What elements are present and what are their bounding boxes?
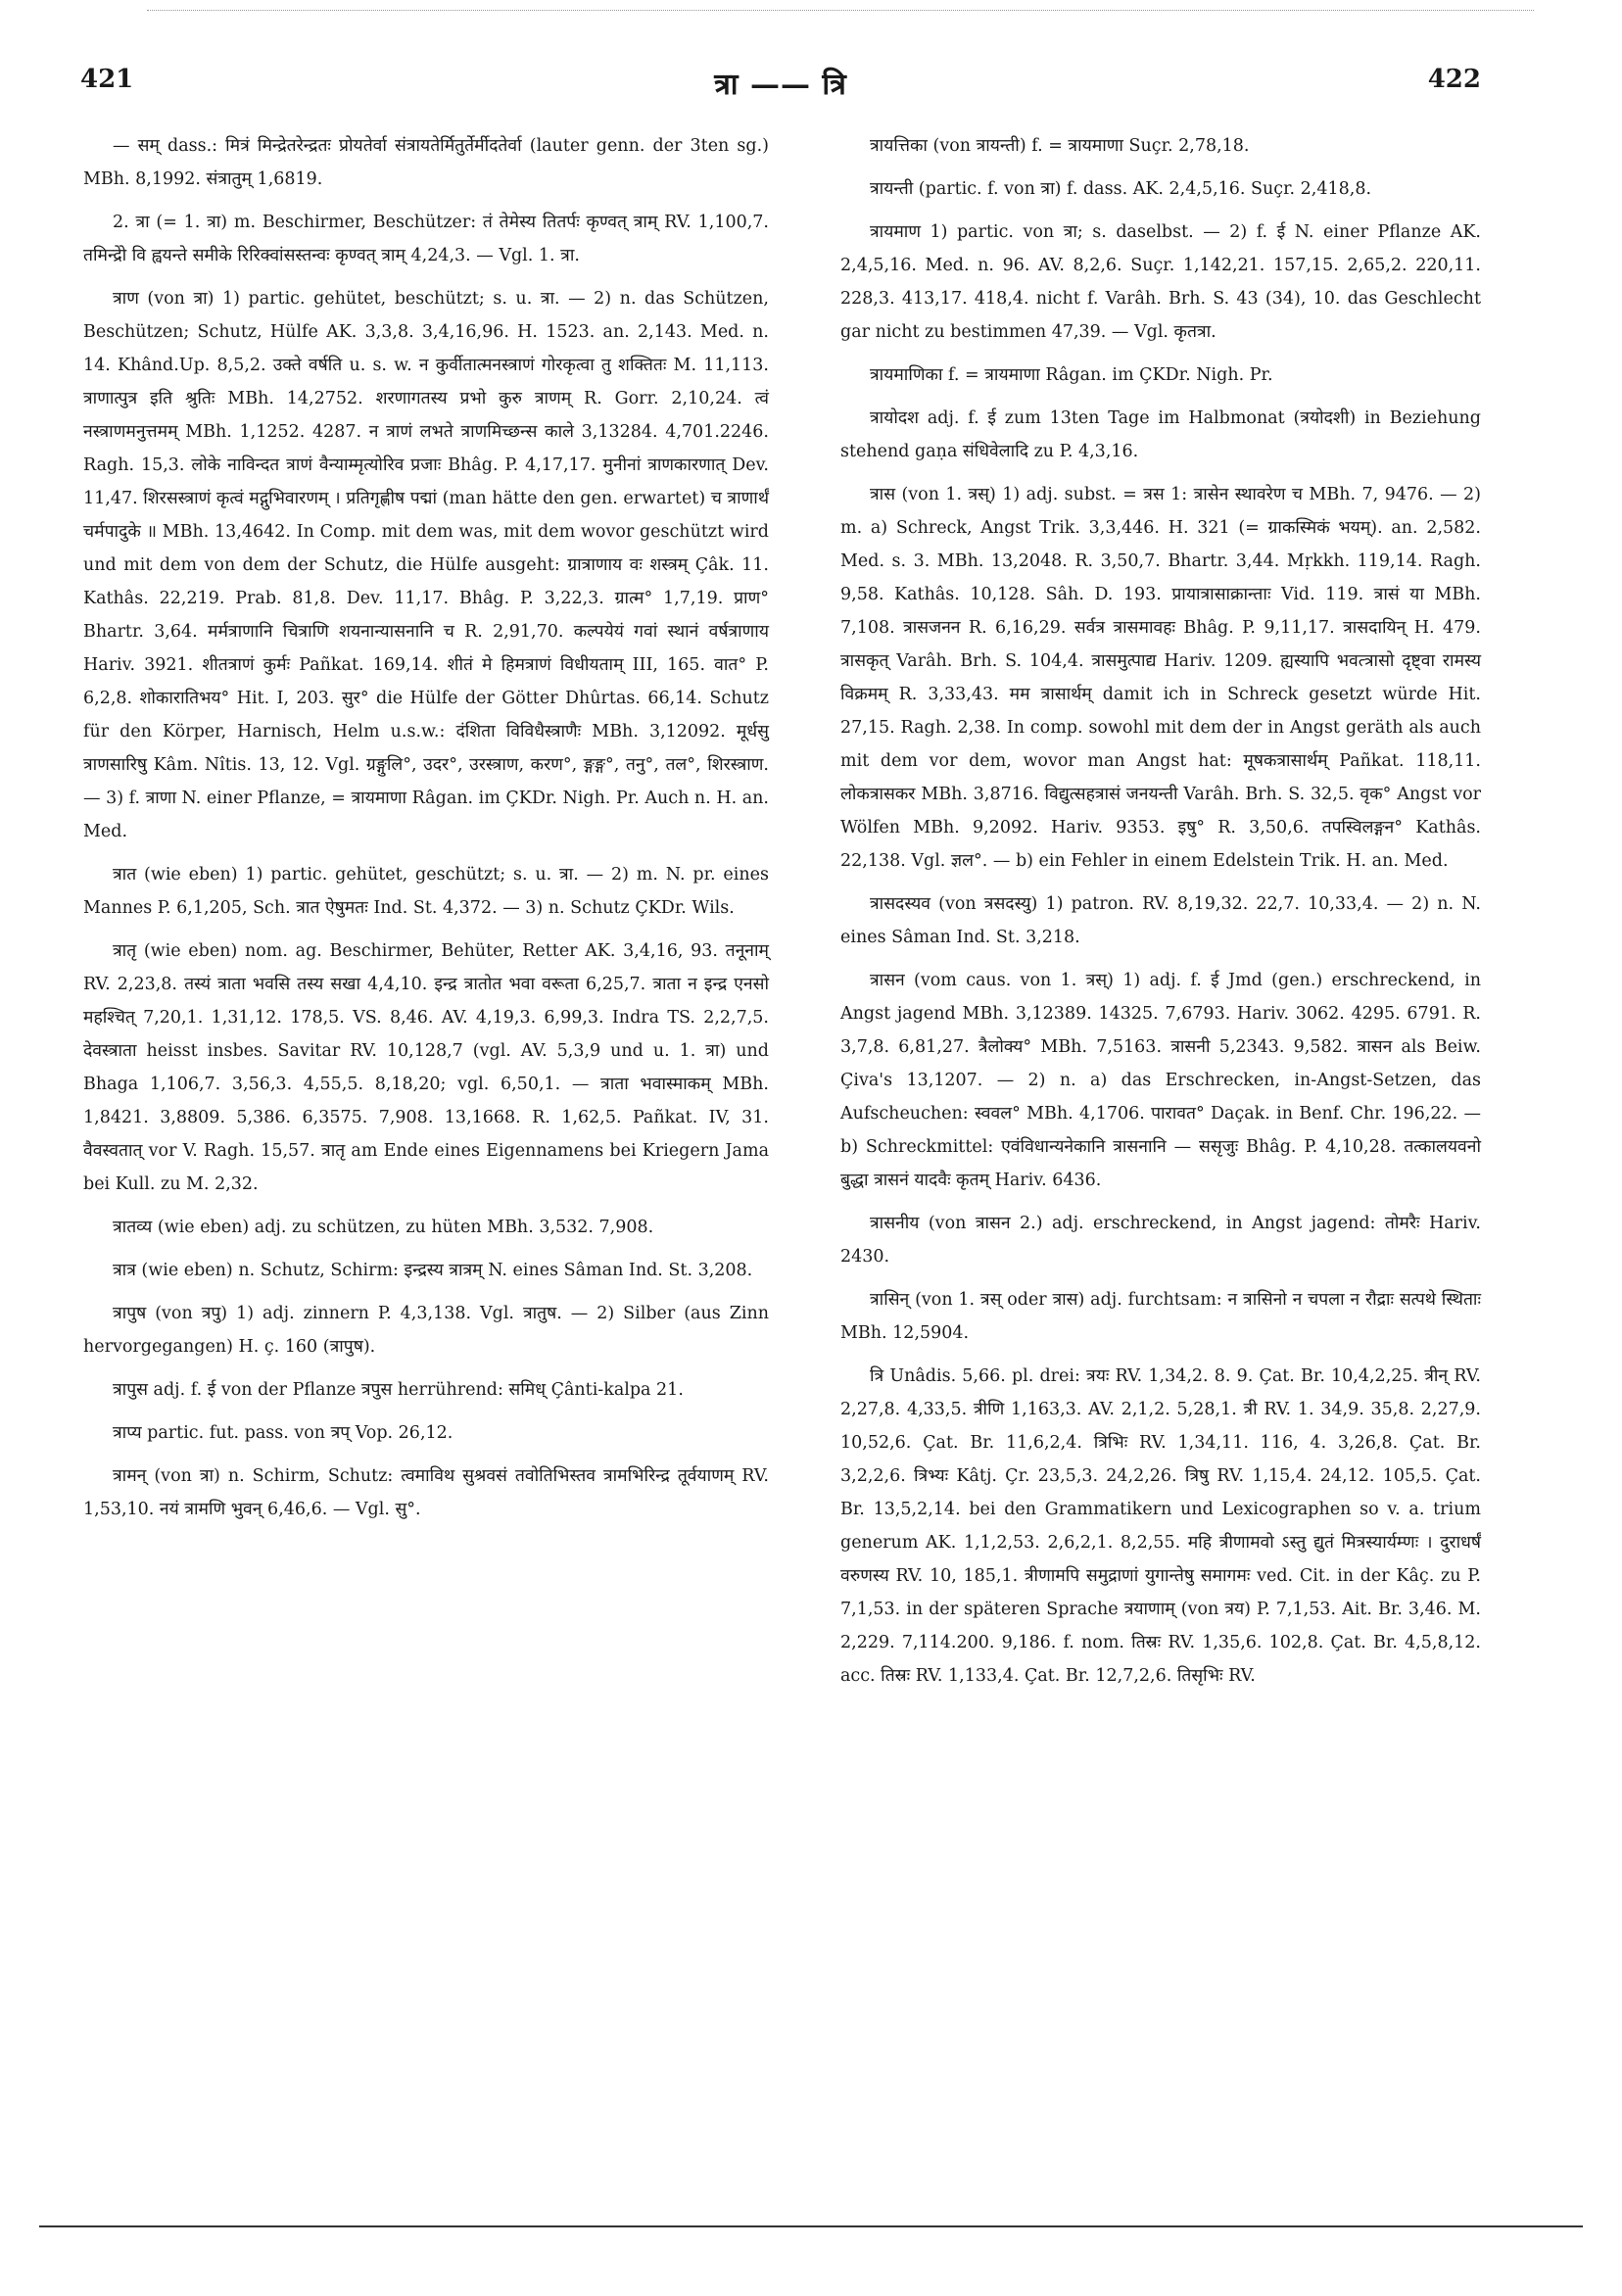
dictionary-entry: त्रासिन् (von 1. त्रस् oder त्रास) adj. furchtsam: न त्रासिनो न चपला न रौद्राः सत्पथे स्थिताः MBh. 12,5904. <box>840 1290 1481 1343</box>
dictionary-entry: त्रासदस्यव (von त्रसदस्यु) 1) patron. RV. 8,19,32. 22,7. 10,33,4. — 2) n. N. eines Sâman Ind. St. 3,218. <box>840 894 1481 947</box>
dictionary-entry: त्रात्र (wie eben) n. Schutz, Schirm: इन्द्रस्य त्रात्रम् N. eines Sâman Ind. St. 3,208. <box>113 1261 753 1280</box>
page-number-right: 422 <box>1427 65 1481 94</box>
dictionary-entry: 2. त्रा (= 1. त्रा) m. Beschirmer, Beschützer: तं तेमेस्य तितर्पः कृण्वत् त्राम् RV. 1,100,7. तमिन्द्रेो वि ह्वयन्ते समीके रिरिक्वांसस्तन्वः कृण्वत् त्राम् 4,24,3. — Vgl. 1. त्रा. <box>83 213 769 265</box>
dictionary-entry: त्रि Unâdis. 5,66. pl. drei: त्रयः RV. 1,34,2. 8. 9. Çat. Br. 10,4,2,25. त्रीन् RV. 2,27,8. 4,33,5. त्रीणि 1,163,3. AV. 2,1,2. 5,28,1. त्री RV. 1. 34,9. 35,8. 2,27,9. 10,52,6. Çat. Br. 11,6,2,4. त्रिभिः RV. 1,34,11. 116, 4. 3,26,8. Çat. Br. 3,2,2,6. त्रिभ्यः Kâtj. Çr. 23,5,3. 24,2,26. त्रिषु RV. 1,15,4. 24,12. 105,5. Çat. Br. 13,5,2,14. bei den Grammatikern und Lexicographen so v. a. trium generum AK. 1,1,2,53. 2,6,2,1. 8,2,55. महि त्रीणामवो ऽस्तु द्युतं मित्रस्यार्यम्णः । दुराधर्षं वरुणस्य RV. 10, 185,1. त्रीणामपि समुद्राणां युगान्तेषु समागमः ved. Cit. in der Kâç. zu P. 7,1,53. in der späteren Sprache त्रयाणाम् (von त्रय) P. 7,1,53. Ait. Br. 3,46. M. 2,229. 7,114.200. 9,186. f. nom. तिस्रः RV. 1,35,6. 102,8. Çat. Br. 4,5,8,12. acc. तिस्रः RV. 1,133,4. Çat. Br. 12,7,2,6. तिसृभिः RV. <box>840 1366 1481 1686</box>
dictionary-entry: त्रायमाणिका f. = त्रायमाणा Râgan. im ÇKDr. Nigh. Pr. <box>870 365 1273 385</box>
dictionary-entry: त्रायन्ती (partic. f. von त्रा) f. dass. AK. 2,4,5,16. Suçr. 2,418,8. <box>870 179 1372 199</box>
dictionary-entry: त्रापुष (von त्रपु) 1) adj. zinnern P. 4,3,138. Vgl. त्रातुष. — 2) Silber (aus Zinn hervorgegangen) H. ç. 160 (त्रापुष). <box>83 1304 769 1357</box>
dictionary-entry: त्रायत्तिका (von त्रायन्ती) f. = त्रायमाणा Suçr. 2,78,18. <box>870 136 1250 156</box>
dictionary-entry: त्राण (von त्रा) 1) partic. gehütet, beschützt; s. u. त्रा. — 2) n. das Schützen, Beschützen; Schutz, Hülfe AK. 3,3,8. 3,4,16,96. H. 1523. an. 2,143. Med. n. 14. Khând.Up. 8,5,2. उक्ते वर्षति u. s. w. न कुर्वीतात्मनस्त्राणं गोरकृत्वा तु शक्तितः M. 11,113. त्राणात्पुत्र इति श्रुतिः MBh. 14,2752. शरणागतस्य प्रभो कुरु त्राणम् R. Gorr. 2,10,24. त्वं नस्त्राणमनुत्तमम् MBh. 1,1252. 4287. न त्राणं लभते त्राणमिच्छन्स काले 3,13284. 4,701.2246. Ragh. 15,3. लोके नाविन्दत त्राणं वैन्याम्मृत्योरिव प्रजाः Bhâg. P. 4,17,17. मुनीनां त्राणकारणात् Dev. 11,47. शिरसस्त्राणं कृत्वं मद्गुभिवारणम् । प्रतिगृह्णीष पद्मां (man hätte den gen. erwartet) च त्राणार्थं चर्मपादुके ॥ MBh. 13,4642. In Comp. mit dem was, mit dem wovor geschützt wird und mit dem von dem der Schutz, die Hülfe ausgeht: ग्रात्राणाय वः शस्त्रम् Çâk. 11. Kathâs. 22,219. Prab. 81,8. Dev. 11,17. Bhâg. P. 3,22,3. ग्रात्म° 1,7,19. प्राण° Bhartr. 3,64. मर्मत्राणानि चित्राणि शयनान्यासनानि च R. 2,91,70. कल्पयेयं गवां स्थानं वर्षत्राणाय Hariv. 3921. शीतत्राणं कुर्मः Pañkat. 169,14. शीतं मे हिमत्राणं विधीयताम् III, 165. वात° P. 6,2,8. शोकारातिभय° Hit. I, 203. सुर° die Hülfe der Götter Dhûrtas. 66,14. Schutz für den Körper, Harnisch, Helm u.s.w.: दंशिता विविधैस्त्राणैः MBh. 3,12092. मूर्धसु त्राणसारिषु Kâm. Nîtis. 13, 12. Vgl. ग्रङ्गुलि°, उदर°, उरस्त्राण, करण°, ङ्गङ्ग°, तनु°, तल°, शिरस्त्राण. — 3) f. त्राणा N. einer Pflanze, = त्रायमाणा Râgan. im ÇKDr. Nigh. Pr. Auch n. H. an. Med. <box>83 289 769 841</box>
bottom-rule <box>39 2225 1583 2227</box>
dictionary-entry: त्रासनीय (von त्रासन 2.) adj. erschreckend, in Angst jagend: तोमरैः Hariv. 2430. <box>840 1214 1481 1267</box>
right-column <box>840 129 1481 1702</box>
page-number-left: 421 <box>80 65 134 94</box>
dictionary-entry: त्रात (wie eben) 1) partic. gehütet, geschützt; s. u. त्रा. — 2) m. N. pr. eines Mannes P. 6,1,205, Sch. त्रात ऐषुमतः Ind. St. 4,372. — 3) n. Schutz ÇKDr. Wils. <box>83 865 769 918</box>
running-title: त्रा —— त्रि <box>714 68 847 102</box>
dictionary-entry: त्रातृ (wie eben) nom. ag. Beschirmer, Behüter, Retter AK. 3,4,16, 93. तनूनाम् RV. 2,23,8. तस्यं त्राता भवसि तस्य सखा 4,4,10. इन्द्र त्रातोत भवा वरूता 6,25,7. त्राता न इन्द्र एनसो महश्चित् 7,20,1. 1,31,12. 178,5. VS. 8,46. AV. 4,19,3. 6,99,3. Indra TS. 2,2,7,5. देवस्त्राता heisst insbes. Savitar RV. 10,128,7 (vgl. AV. 5,3,9 und u. 1. त्रा) und Bhaga 1,106,7. 3,56,3. 4,55,5. 8,18,20; vgl. 6,50,1. — त्राता भवास्माकम् MBh. 1,8421. 3,8809. 5,386. 6,3575. 7,908. 13,1668. R. 1,62,5. Pañkat. IV, 31. वैवस्वतात् vor V. Ragh. 15,57. त्रातृ am Ende eines Eigennamens bei Kriegern Jama bei Kull. zu M. 2,32. <box>83 941 769 1194</box>
left-column <box>83 129 769 1536</box>
dictionary-entry: त्रायोदश adj. f. ई zum 13ten Tage im Halbmonat (त्रयोदशी) in Beziehung stehend gaṇa संधिवेलादि zu P. 4,3,16. <box>840 408 1481 461</box>
dictionary-entry: — सम् dass.: मित्रं मिन्द्रेतरेन्द्रतः प्रोयतेर्वा संत्रायतेर्मितुर्तेर्मीदतेर्वा (lauter genn. der 3ten sg.) MBh. 8,1992. संत्रातुम् 1,6819. <box>83 136 769 189</box>
dictionary-entry: त्रापुस adj. f. ई von der Pflanze त्रपुस herrührend: समिध् Çânti-kalpa 21. <box>113 1380 684 1400</box>
top-dotted-rule <box>147 10 1534 11</box>
dictionary-entry: त्राप्य partic. fut. pass. von त्रप् Vop. 26,12. <box>113 1423 453 1443</box>
dictionary-entry: त्रातव्य (wie eben) adj. zu schützen, zu hüten MBh. 3,532. 7,908. <box>113 1218 654 1237</box>
dictionary-entry: त्रायमाण 1) partic. von त्रा; s. daselbst. — 2) f. ई N. einer Pflanze AK. 2,4,5,16. Med. n. 96. AV. 8,2,6. Suçr. 1,142,21. 157,15. 2,65,2. 220,11. 228,3. 413,17. 418,4. nicht f. Varâh. Brh. S. 43 (34), 10. das Geschlecht gar nicht zu bestimmen 47,39. — Vgl. कृतत्रा. <box>840 222 1481 342</box>
dictionary-entry: त्रामन् (von त्रा) n. Schirm, Schutz: त्वमाविथ सुश्रवसं तवोतिभिस्तव त्रामभिरिन्द्र तूर्वयाणम् RV. 1,53,10. नयं त्रामणि भुवन् 6,46,6. — Vgl. सु°. <box>83 1466 769 1519</box>
dictionary-entry: त्रासन (vom caus. von 1. त्रस्) 1) adj. f. ई Jmd (gen.) erschreckend, in Angst jagend MBh. 3,12389. 14325. 7,6793. Hariv. 3062. 4295. 6791. R. 3,7,8. 6,81,27. त्रैलोक्य° MBh. 7,5163. त्रासनी 5,2343. 9,582. त्रासन als Beiw. Çiva's 13,1207. — 2) n. a) das Erschrecken, in-Angst-Setzen, das Aufscheuchen: स्ववल° MBh. 4,1706. पारावत° Daçak. in Benf. Chr. 196,22. — b) Schreckmittel: एवंविधान्यनेकानि त्रासनानि — ससृजुः Bhâg. P. 4,10,28. तत्कालयवनो बुद्धा त्रासनं यादवैः कृतम् Hariv. 6436. <box>840 971 1481 1190</box>
dictionary-entry: त्रास (von 1. त्रस्) 1) adj. subst. = त्रस 1: त्रासेन स्थावरेण च MBh. 7, 9476. — 2) m. a) Schreck, Angst Trik. 3,3,446. H. 321 (= ग्राकस्मिकं भयम्). an. 2,582. Med. s. 3. MBh. 13,2048. R. 3,50,7. Bhartr. 3,44. Mṛkkh. 119,14. Ragh. 9,58. Kathâs. 10,128. Sâh. D. 193. प्रायात्रासाक्रान्ताः Vid. 119. त्रासं या MBh. 7,108. त्रासजनन R. 6,16,29. सर्वत्र त्रासमावहः Bhâg. P. 9,11,17. त्रासदायिन् H. 479. त्रासकृत् Varâh. Brh. S. 104,4. त्रासमुत्पाद्य Hariv. 1209. ह्यस्यापि भवत्त्रासो दृष्ट्वा रामस्य विक्रमम् R. 3,33,43. मम त्रासार्थम् damit ich in Schreck gesetzt würde Hit. 27,15. Ragh. 2,38. In comp. sowohl mit dem der in Angst geräth als auch mit dem vor dem, wovor man Angst hat: मूषकत्रासार्थम् Pañkat. 118,11. लोकत्रासकर MBh. 3,8716. विद्युत्सहत्रासं जनयन्ती Varâh. Brh. S. 32,5. वृक° Angst vor Wölfen MBh. 9,2092. Hariv. 9353. इषु° R. 3,50,6. तपस्विलङ्गन° Kathâs. 22,138. Vgl. ज्ञल°. — b) ein Fehler in einem Edelstein Trik. H. an. Med. <box>840 485 1481 871</box>
page-header <box>80 65 1481 104</box>
